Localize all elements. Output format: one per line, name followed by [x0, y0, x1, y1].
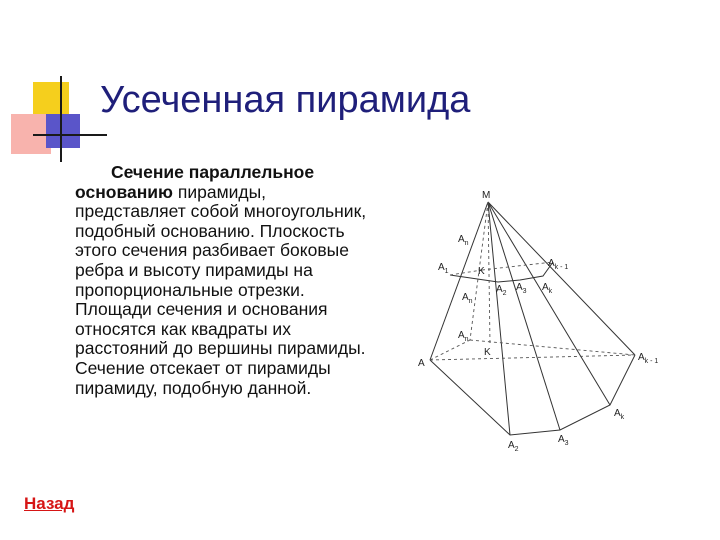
- label-A: A: [418, 358, 425, 369]
- truncated-pyramid-diagram: [410, 180, 680, 465]
- label-M: M: [482, 190, 491, 201]
- slide-body-text: [75, 163, 375, 398]
- hidden-base-An-Ak1: [470, 340, 635, 355]
- label-Ak1-prime: $A_{k - 1}$: [548, 258, 569, 271]
- body-bold-phrase: Сечение параллельное основанию: [75, 162, 315, 202]
- label-Ak1: $A_{k - 1}$: [638, 352, 659, 365]
- label-Ak-prime: $A_k$: [542, 282, 553, 295]
- label-Ak: $A_k$: [614, 408, 625, 421]
- label-A3-prime: $A_3$: [516, 282, 527, 295]
- label-An: $A_n$: [458, 330, 469, 343]
- label-An-double-prime: $A_n$: [462, 292, 473, 305]
- label-A2: $A_2$: [508, 440, 519, 453]
- label-K1: K: [478, 266, 485, 277]
- decor-yellow-square: [33, 82, 69, 118]
- slide-title: Усеченная пирамида: [100, 79, 471, 121]
- label-A2-prime: $A_2$: [496, 284, 507, 297]
- label-K: K: [484, 347, 491, 358]
- diagram-labels: [418, 190, 658, 453]
- edge-M-Ak1: [488, 202, 635, 355]
- decor-blue-square: [46, 114, 80, 148]
- label-An-prime: $A_n$: [458, 234, 469, 247]
- diagonal-A-Ak1: [430, 355, 635, 360]
- section-front-outline: [450, 262, 553, 282]
- body-rest-text: пирамиды, представляет собой многоугольник, подобный основанию. Плоскость этого сечения разбивает боковые ребра и высоту пирамиды на пропорциональные отрезки. Площади сечения и основания относятся как квадраты их расстояний до вершины пирамиды. Сечение отсекает от пирамиды пирамиду, подобную данной.: [75, 181, 367, 398]
- label-A3: $A_3$: [558, 434, 569, 447]
- hidden-section-Anp-Ak1p: [482, 262, 553, 270]
- decor-vertical-line: [60, 76, 62, 162]
- label-A1-prime: $A_1$: [438, 262, 449, 275]
- decor-horizontal-line: [33, 134, 107, 136]
- back-link[interactable]: Назад: [24, 494, 75, 513]
- edge-M-Ak: [488, 202, 610, 405]
